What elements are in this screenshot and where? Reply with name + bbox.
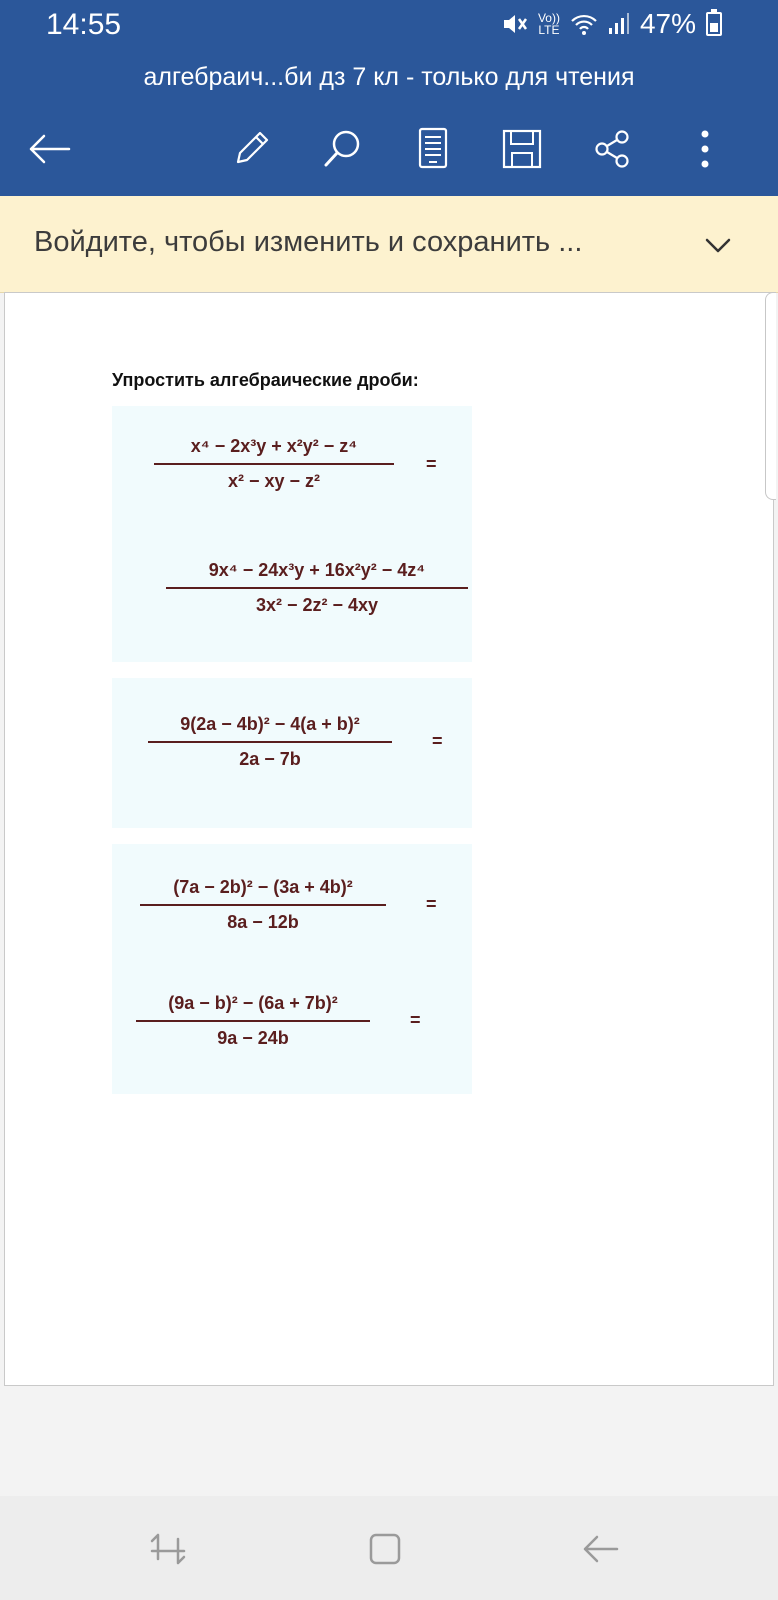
back-icon[interactable]	[578, 1526, 624, 1572]
save-icon[interactable]	[497, 124, 547, 174]
document-title: алгебраич...би дз 7 кл - только для чтения	[0, 50, 778, 104]
fraction-denominator: 3x² − 2z² − 4xy	[255, 595, 379, 615]
fraction	[136, 993, 370, 1049]
equals-sign: =	[426, 454, 437, 474]
reading-view-icon[interactable]	[408, 124, 458, 174]
fraction	[148, 714, 392, 770]
signal-icon	[608, 12, 630, 36]
fraction-denominator: 8a − 12b	[227, 912, 299, 932]
fraction-denominator: 9a − 24b	[217, 1028, 289, 1048]
toolbar	[0, 104, 778, 196]
document-heading: Упростить алгебраические дроби:	[112, 370, 419, 390]
battery-icon	[706, 12, 722, 36]
fraction	[166, 560, 468, 616]
fraction-numerator: 9x⁴ − 24x³y + 16x²y² − 4z⁴	[208, 560, 426, 580]
fraction	[140, 877, 386, 933]
fraction-numerator: x⁴ − 2x³y + x²y² − z⁴	[190, 436, 358, 456]
search-icon[interactable]	[318, 124, 368, 174]
fraction-denominator: x² − xy − z²	[227, 471, 321, 491]
status-icons	[502, 8, 722, 40]
equals-sign: =	[410, 1010, 421, 1030]
recent-apps-icon[interactable]	[145, 1526, 191, 1572]
pencil-icon[interactable]	[226, 124, 276, 174]
status-bar	[0, 0, 778, 50]
battery-percent: 47%	[639, 8, 696, 39]
share-icon[interactable]	[588, 124, 638, 174]
equals-sign: =	[432, 731, 443, 751]
scroll-handle[interactable]	[765, 292, 776, 500]
back-arrow-icon[interactable]	[24, 124, 74, 174]
equals-sign: =	[426, 894, 437, 914]
wifi-icon	[570, 12, 598, 36]
fraction-numerator: 9(2a − 4b)² − 4(a + b)²	[180, 714, 360, 734]
volte-label: Vo)) LTE	[537, 11, 560, 37]
sign-in-banner[interactable]	[0, 196, 778, 293]
mute-icon	[502, 12, 528, 36]
navigation-bar	[0, 1496, 778, 1600]
fraction-numerator: (9a − b)² − (6a + 7b)²	[168, 993, 338, 1013]
fraction	[154, 436, 394, 492]
fraction-denominator: 2a − 7b	[239, 749, 301, 769]
chevron-down-icon[interactable]	[698, 226, 738, 266]
home-icon[interactable]	[362, 1526, 408, 1572]
fraction-numerator: (7a − 2b)² − (3a + 4b)²	[173, 877, 353, 897]
more-icon[interactable]	[680, 124, 730, 174]
status-time: 14:55	[46, 8, 122, 41]
banner-text: Войдите, чтобы изменить и сохранить ...	[34, 226, 583, 258]
